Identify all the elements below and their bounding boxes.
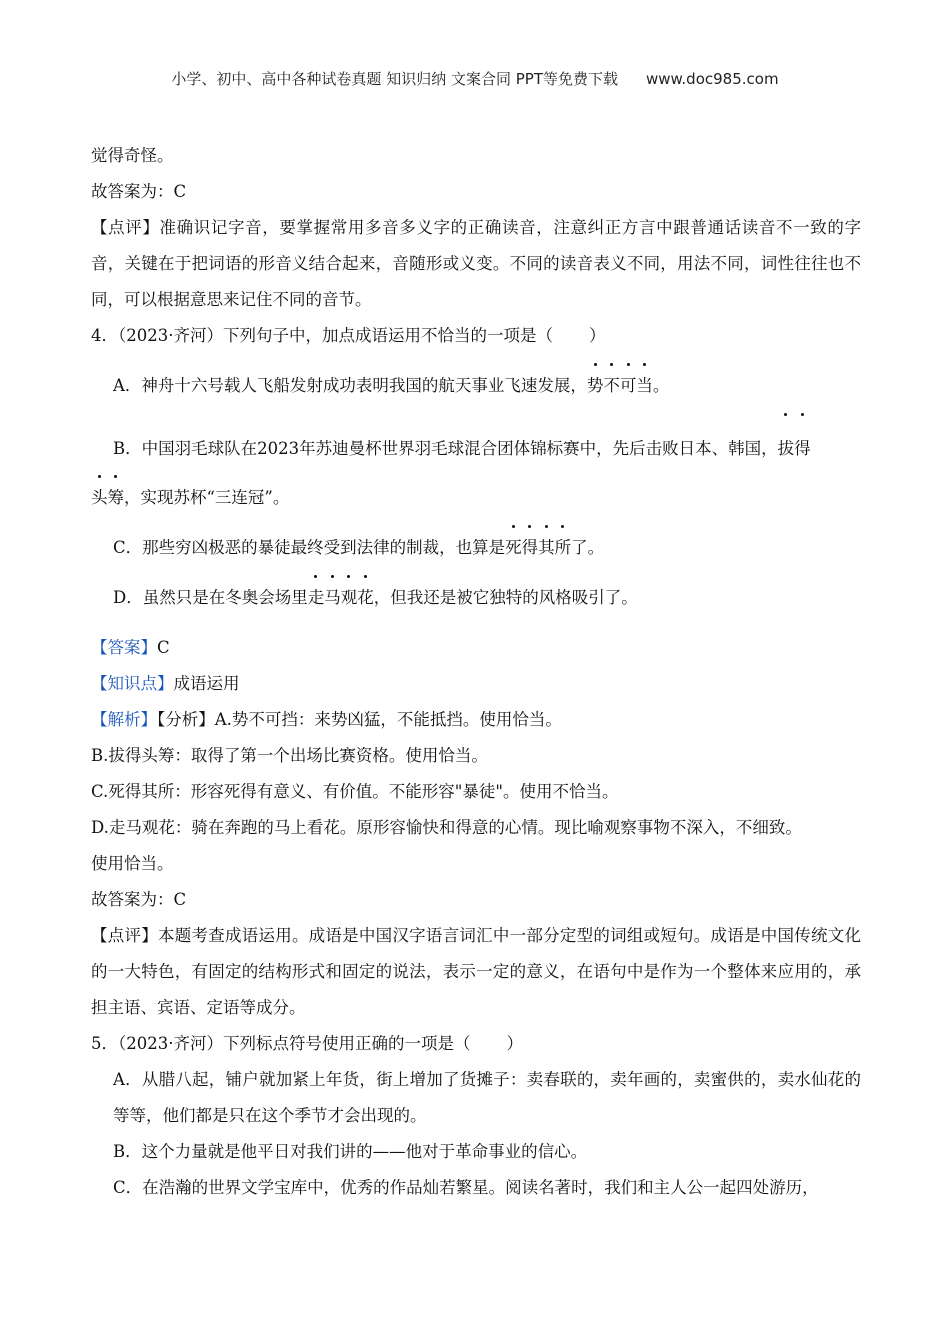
comment-text: 准确识记字音，要掌握常用多音多义字的正确读音，注意纠正方言中跟普通话读音不一致的字音，关键在于把词语的形音义结合起来，音随形或义变。不同的读音表义不同，用法不同，词性往往也不同，可以根据意思来记住不同的音节。 (91, 218, 861, 309)
q4-option-a (91, 368, 861, 404)
option-d-text: D．虽然只是在冬奥会场里 (113, 588, 308, 607)
q4-option-c (91, 530, 861, 566)
q4-comment (91, 918, 861, 1026)
q4-option-d (91, 580, 861, 616)
option-a-end: 。 (652, 376, 670, 395)
q5-stem-text: 5．（2023·齐河）下列标点符号使用正确的一项是（ (91, 1034, 471, 1053)
document-body (91, 138, 861, 1206)
q4-analysis-b: B.拔得头筹：取得了第一个出场比赛资格。使用恰当。 (91, 746, 488, 765)
dotted-char: 花 (357, 580, 374, 616)
dotted-char: 不 (603, 368, 620, 404)
header-url[interactable]: www.doc985.com (645, 70, 779, 88)
option-b-text: B．中国羽毛球队在2023年苏迪曼杯世界羽毛球混合团体锦标赛中，先后击败日本、韩国， (113, 439, 778, 458)
q5-stem-end: ） (506, 1034, 523, 1053)
q4-analysis-d2: 使用恰当。 (91, 854, 174, 873)
analysis-a: 【分析】A.势不可挡：来势凶猛，不能抵挡。使用恰当。 (157, 710, 562, 729)
knowledge-tag: 【知识点】 (91, 674, 174, 693)
answer-tag: 【答案】 (91, 638, 157, 657)
option-d-end: ，但我还是被它独特的风格吸引了。 (373, 588, 638, 607)
comment-tag: 【点评】 (91, 218, 160, 237)
dotted-char: 拔 (778, 418, 795, 480)
q5-option-c: C．在浩瀚的世界文学宝库中，优秀的作品灿若繁星。阅读名著时，我们和主人公一起四处游历， (113, 1178, 819, 1197)
page-header (0, 68, 950, 89)
dotted-char: 死 (505, 530, 522, 566)
q3-tail-text: 觉得奇怪。 (91, 146, 174, 165)
dotted-char: 可 (620, 368, 637, 404)
dotted-char: 所 (555, 530, 572, 566)
q4-stem-end: ） (588, 326, 606, 345)
dotted-char: 观 (341, 580, 358, 616)
dotted-char: 马 (324, 580, 341, 616)
dotted-char: 势 (587, 368, 604, 404)
dotted-char: 其 (538, 530, 555, 566)
q4-option-b-cont (91, 480, 861, 516)
q4-analysis-c: C.死得其所：形容死得有意义、有价值。不能形容"暴徒"。使用不恰当。 (91, 782, 619, 801)
q4-analysis-d1: D.走马观花：骑在奔跑的马上看花。原形容愉快和得意的心情。现比喻观察事物不深入，不细致。 (91, 818, 802, 837)
q5-option-b: B．这个力量就是他平日对我们讲的——他对于革命事业的信心。 (113, 1142, 588, 1161)
option-a-text: A．神舟十六号载人飞船发射成功表明我国的航天事业飞速发展， (113, 376, 587, 395)
knowledge-value: 成语运用 (173, 674, 240, 693)
q3-answer-line: 故答案为：C (91, 182, 187, 201)
dotted-char: 筹 (108, 480, 125, 516)
q5-option-a: A．从腊八起，铺户就加紧上年货，街上增加了货摊子：卖春联的，卖年画的，卖蜜供的，卖水仙花的等等，他们都是只在这个季节才会出现的。 (113, 1070, 861, 1125)
option-c-text: C．那些穷凶极恶的暴徒最终受到法律的制裁，也算是 (113, 538, 506, 557)
answer-value: C (157, 638, 170, 657)
q4-option-b (91, 418, 861, 480)
dotted-char: 头 (91, 480, 108, 516)
comment-tag: 【点评】 (91, 926, 158, 945)
q3-comment (91, 210, 861, 318)
analysis-tag: 【解析】 (91, 710, 157, 729)
dotted-char: 走 (308, 580, 325, 616)
comment-text: 本题考查成语运用。成语是中国汉字语言词汇中一部分定型的词组或短句。成语是中国传统文化的一大特色，有固定的结构形式和固定的说法，表示一定的意义，在语句中是作为一个整体来应用的，承担主语、宾语、定语等成分。 (91, 926, 862, 1017)
dotted-char: 当 (636, 368, 653, 404)
q4-answer (91, 630, 861, 666)
dotted-char: 得 (794, 418, 811, 480)
q4-analysis (91, 702, 861, 738)
option-c-end: 了。 (571, 538, 605, 557)
q4-stem (91, 318, 861, 354)
header-title: 小学、初中、高中各种试卷真题 知识归纳 文案合同 PPT等免费下载 (171, 70, 618, 88)
dotted-char: 得 (522, 530, 539, 566)
q5-stem (91, 1026, 861, 1062)
q4-knowledge (91, 666, 861, 702)
q4-answer-line: 故答案为：C (91, 890, 187, 909)
option-b-end: ，实现苏杯“三连冠”。 (124, 488, 290, 507)
q4-stem-text: 4．（2023·齐河）下列句子中，加点成语运用不恰当的一项是（ (91, 326, 553, 345)
